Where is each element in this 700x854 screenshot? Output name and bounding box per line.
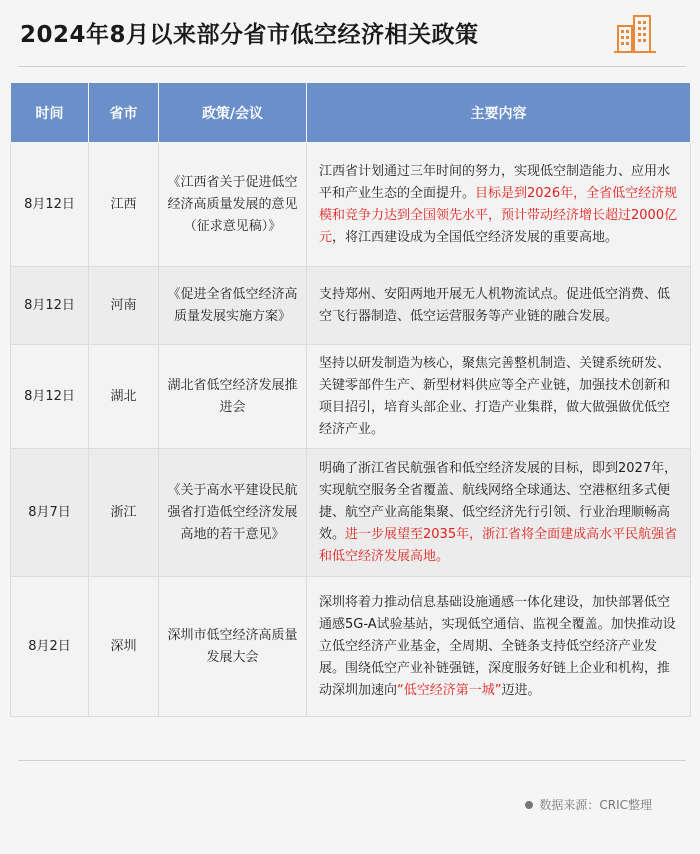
table-header-row bbox=[11, 83, 691, 143]
header-province: 省市 bbox=[89, 83, 159, 143]
cell-date: 8月7日 bbox=[11, 449, 89, 577]
cell-policy: 《促进全省低空经济高质量发展实施方案》 bbox=[159, 267, 307, 345]
content-text: 深圳将着力推动信息基础设施通感一体化建设，加快部署低空通感5G-A试验基站，实现低空通信、监视全覆盖。加快推动设立低空经济产业基金，全周期、全链条支持低空经济产业发展。围绕低空产业补链强链，深度服务好链上企业和机构，推动深圳加速向 bbox=[319, 594, 676, 698]
header-content: 主要内容 bbox=[307, 83, 691, 143]
buildings-logo-icon bbox=[612, 10, 658, 56]
bullet-dot-icon bbox=[525, 801, 533, 809]
header-policy: 政策/会议 bbox=[159, 83, 307, 143]
cell-content bbox=[307, 345, 691, 449]
cell-content bbox=[307, 143, 691, 267]
cell-content bbox=[307, 267, 691, 345]
cell-province: 湖北 bbox=[89, 345, 159, 449]
cell-content bbox=[307, 449, 691, 577]
header-time: 时间 bbox=[11, 83, 89, 143]
policy-table bbox=[10, 82, 691, 717]
content-highlight: “低空经济第一城” bbox=[397, 682, 502, 698]
cell-policy: 《关于高水平建设民航强省打造低空经济发展高地的若干意见》 bbox=[159, 449, 307, 577]
cell-policy: 湖北省低空经济发展推进会 bbox=[159, 345, 307, 449]
cell-province: 江西 bbox=[89, 143, 159, 267]
content-text: 支持郑州、安阳两地开展无人机物流试点。促进低空消费、低空飞行器制造、低空运营服务等产业链的融合发展。 bbox=[319, 286, 671, 324]
content-text: 江西省计划通过三年时间的努力，实现低空制造能力、应用水平和产业生态的全面提升。 bbox=[319, 163, 671, 201]
content-highlight: 进一步展望至2035年，浙江省将全面建成高水平民航强省和低空经济发展高地。 bbox=[319, 526, 678, 564]
cell-content bbox=[307, 577, 691, 717]
table-row bbox=[11, 267, 691, 345]
content-text: 明确了浙江省民航强省和低空经济发展的目标，即到2027年，实现航空服务全省覆盖、航线网络全球通达、空港枢纽多式便捷、航空产业高能集聚、低空经济先行引领、行业治理顺畅高效。 bbox=[319, 460, 678, 542]
table-row bbox=[11, 143, 691, 267]
title-divider bbox=[18, 66, 686, 67]
content-text: 坚持以研发制造为核心，聚焦完善整机制造、关键系统研发、关键零部件生产、新型材料供应等全产业链，加强技术创新和项目招引，培育头部企业、打造产业集群，做大做强做优低空经济产业。 bbox=[319, 355, 671, 437]
cell-policy: 《江西省关于促进低空经济高质量发展的意见（征求意见稿）》 bbox=[159, 143, 307, 267]
cell-date: 8月2日 bbox=[11, 577, 89, 717]
cell-province: 浙江 bbox=[89, 449, 159, 577]
cell-date: 8月12日 bbox=[11, 345, 89, 449]
table-row bbox=[11, 449, 691, 577]
data-source bbox=[525, 796, 652, 813]
cell-province: 河南 bbox=[89, 267, 159, 345]
table-row bbox=[11, 577, 691, 717]
table-row bbox=[11, 345, 691, 449]
content-text: 迈进。 bbox=[501, 682, 541, 698]
content-highlight: 目标是到2026年，全省低空经济规模和竞争力达到全国领先水平，预计带动经济增长超过2000亿元 bbox=[319, 185, 678, 245]
source-label: 数据来源：CRIC整理 bbox=[539, 798, 652, 812]
page-title: 2024年8月以来部分省市低空经济相关政策 bbox=[20, 22, 479, 48]
cell-date: 8月12日 bbox=[11, 143, 89, 267]
cell-date: 8月12日 bbox=[11, 267, 89, 345]
cell-province: 深圳 bbox=[89, 577, 159, 717]
footer-divider bbox=[18, 760, 686, 761]
cell-policy: 深圳市低空经济高质量发展大会 bbox=[159, 577, 307, 717]
content-text: ，将江西建设成为全国低空经济发展的重要高地。 bbox=[332, 229, 619, 245]
